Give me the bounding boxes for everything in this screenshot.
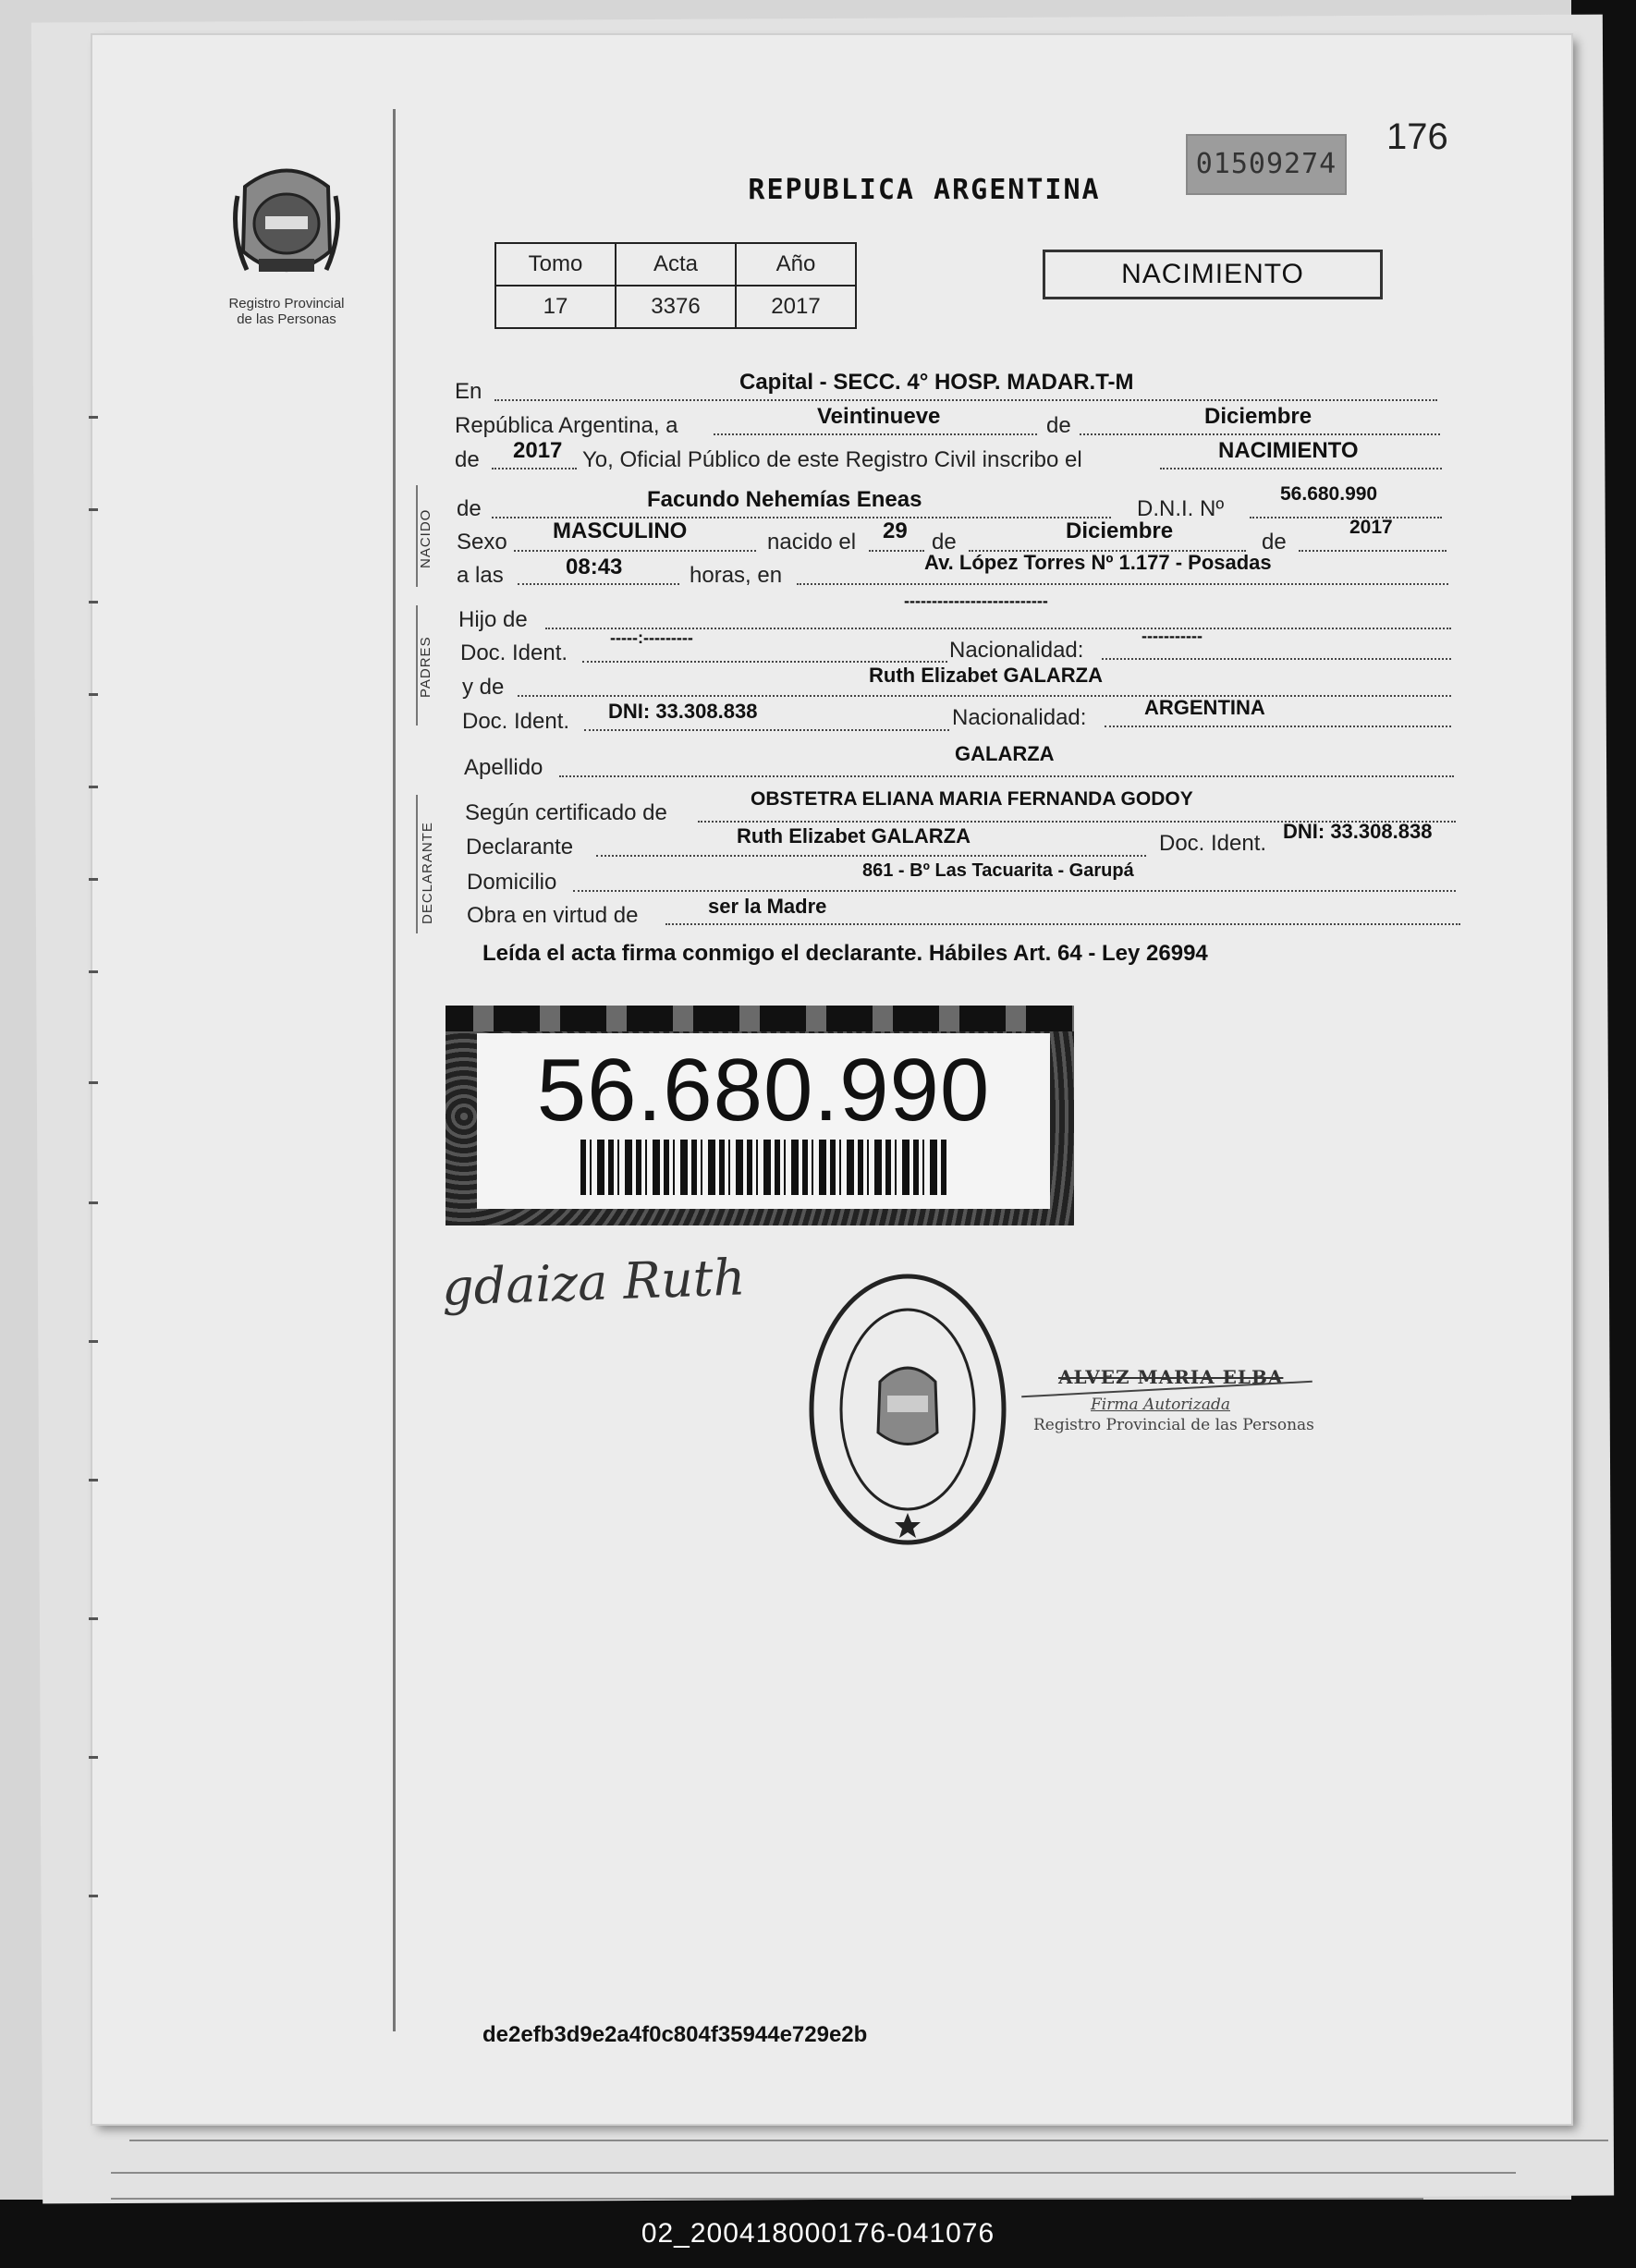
margin-tick — [89, 1340, 98, 1343]
dotted-line — [714, 433, 1037, 435]
month-text: Diciembre — [1204, 404, 1312, 429]
nacido-el-label: nacido el — [767, 530, 857, 555]
dotted-line — [1102, 658, 1451, 660]
country-title: REPUBLICA ARGENTINA — [748, 174, 1101, 206]
day-text: Veintinueve — [817, 404, 941, 429]
child-dni: 56.680.990 — [1280, 483, 1378, 505]
margin-tick — [89, 693, 98, 696]
dotted-line — [665, 923, 1460, 925]
margin-tick — [89, 416, 98, 419]
dotted-line — [797, 583, 1448, 585]
closing-statement: Leída el acta firma conmigo el declarante. Hábiles Art. 64 - Ley 26994 — [482, 941, 1208, 966]
margin-tick — [89, 1617, 98, 1620]
signer-name: ALVEZ MARIA ELBA — [1058, 1366, 1284, 1388]
margin-tick — [89, 786, 98, 788]
father-doc: -----:--------- — [610, 628, 693, 647]
dotted-line — [573, 890, 1456, 892]
logo-caption — [203, 296, 370, 327]
folio-number: 176 — [1386, 116, 1448, 157]
horas-label: horas, en — [690, 563, 783, 588]
mother-doc: DNI: 33.308.838 — [608, 700, 758, 723]
register-header: Acta — [616, 243, 736, 286]
signer-title: Firma Autorizada — [1091, 1396, 1230, 1414]
dotted-line — [582, 661, 947, 663]
apellido-label: Apellido — [464, 755, 543, 780]
doc-label: Doc. Ident. — [460, 640, 568, 665]
document-hash: de2efb3d9e2a4f0c804f35944e729e2b — [482, 2022, 868, 2047]
margin-tick — [89, 1756, 98, 1759]
declarante-doc: DNI: 33.308.838 — [1283, 820, 1433, 843]
declarante-value: Ruth Elizabet GALARZA — [737, 824, 971, 847]
sheet-edge — [111, 2198, 1423, 2200]
barcode-icon — [580, 1140, 950, 1195]
domicilio-label: Domicilio — [467, 870, 557, 895]
section-label-padres: PADRES — [418, 636, 433, 698]
register-header: Año — [736, 243, 856, 286]
obra-value: ser la Madre — [708, 895, 827, 918]
republica-label: República Argentina, a — [455, 413, 678, 438]
y-de-label: y de — [462, 675, 505, 700]
sheet-edge — [129, 2140, 1608, 2141]
logo-caption-line: Registro Provincial — [228, 296, 345, 311]
section-label-declarante: DECLARANTE — [420, 822, 435, 924]
de-label: de — [1262, 530, 1287, 555]
margin-tick — [89, 508, 98, 511]
margin-tick — [89, 878, 98, 881]
child-name: Facundo Nehemías Eneas — [647, 487, 922, 512]
obra-label: Obra en virtud de — [467, 903, 639, 928]
dotted-line — [492, 468, 577, 469]
dotted-line — [514, 550, 756, 552]
sexo-label: Sexo — [457, 530, 507, 555]
mother-nationality: ARGENTINA — [1144, 696, 1265, 719]
dotted-line — [596, 855, 1146, 857]
inscribo-value: NACIMIENTO — [1218, 438, 1359, 463]
act-type-box: NACIMIENTO — [1043, 250, 1383, 299]
birth-day: 29 — [883, 518, 908, 543]
de-label: de — [457, 496, 482, 521]
domicilio-value: 861 - Bº Las Tacuarita - Garupá — [862, 860, 1134, 881]
dni-label: D.N.I. Nº — [1137, 496, 1225, 521]
register-value: 17 — [495, 286, 616, 328]
hijo-value: -------------------------- — [904, 591, 1048, 610]
register-table — [494, 242, 857, 329]
official-seal-icon — [806, 1271, 1009, 1548]
birth-month: Diciembre — [1066, 518, 1174, 543]
margin-tick — [89, 1201, 98, 1204]
dni-card-pattern — [446, 1006, 1074, 1031]
sexo-value: MASCULINO — [553, 518, 688, 543]
dotted-line — [1250, 517, 1442, 518]
hijo-label: Hijo de — [458, 607, 528, 632]
officer-text: Yo, Oficial Público de este Registro Civil inscribo el — [582, 447, 1082, 472]
dni-card-number: 56.680.990 — [536, 1041, 991, 1140]
dotted-line — [494, 399, 1437, 401]
dotted-line — [584, 729, 949, 731]
nacionalidad-label: Nacionalidad: — [952, 705, 1087, 730]
dotted-line — [1160, 468, 1442, 469]
control-number: 01509274 — [1186, 134, 1347, 195]
register-value: 3376 — [616, 286, 736, 328]
margin-tick — [89, 970, 98, 973]
dotted-line — [559, 775, 1454, 777]
register-header: Tomo — [495, 243, 616, 286]
margin-tick — [89, 601, 98, 604]
dotted-line — [518, 695, 1451, 697]
birth-year: 2017 — [1349, 517, 1393, 538]
certificado-value: OBSTETRA ELIANA MARIA FERNANDA GODOY — [751, 788, 1193, 810]
dotted-line — [1299, 550, 1447, 552]
certificado-label: Según certificado de — [465, 800, 667, 825]
apellido-value: GALARZA — [955, 742, 1055, 765]
mother-name: Ruth Elizabet GALARZA — [869, 664, 1103, 687]
margin-tick — [89, 1081, 98, 1084]
margin-rule — [393, 109, 396, 2031]
doc-label: Doc. Ident. — [462, 709, 570, 734]
handwritten-signature: gdaiza Ruth — [441, 1248, 747, 1317]
signer-org: Registro Provincial de las Personas — [1033, 1416, 1314, 1434]
de-label: de — [455, 447, 480, 472]
a-las-label: a las — [457, 563, 504, 588]
section-rule — [416, 795, 418, 933]
section-label-nacido: NACIDO — [418, 508, 433, 568]
father-nationality: ----------- — [1142, 627, 1203, 645]
dotted-line — [518, 583, 679, 585]
sheet-edge — [111, 2172, 1516, 2174]
dotted-line — [869, 550, 924, 552]
place-value: Capital - SECC. 4° HOSP. MADAR.T-M — [739, 370, 1134, 395]
margin-tick — [89, 1479, 98, 1482]
doc-label: Doc. Ident. — [1159, 831, 1267, 856]
dotted-line — [1080, 433, 1440, 435]
scan-id: 02_200418000176-041076 — [641, 2218, 995, 2249]
en-label: En — [455, 379, 482, 404]
birth-time: 08:43 — [566, 555, 623, 579]
coat-of-arms-icon — [226, 159, 347, 288]
de-label: de — [932, 530, 957, 555]
dotted-line — [1105, 726, 1451, 727]
birth-place: Av. López Torres Nº 1.177 - Posadas — [924, 551, 1272, 574]
register-value: 2017 — [736, 286, 856, 328]
margin-tick — [89, 1895, 98, 1897]
logo-caption-line: de las Personas — [237, 311, 336, 327]
nacionalidad-label: Nacionalidad: — [949, 638, 1084, 663]
de-label: de — [1046, 413, 1071, 438]
declarante-label: Declarante — [466, 835, 574, 860]
year-text: 2017 — [513, 438, 563, 463]
